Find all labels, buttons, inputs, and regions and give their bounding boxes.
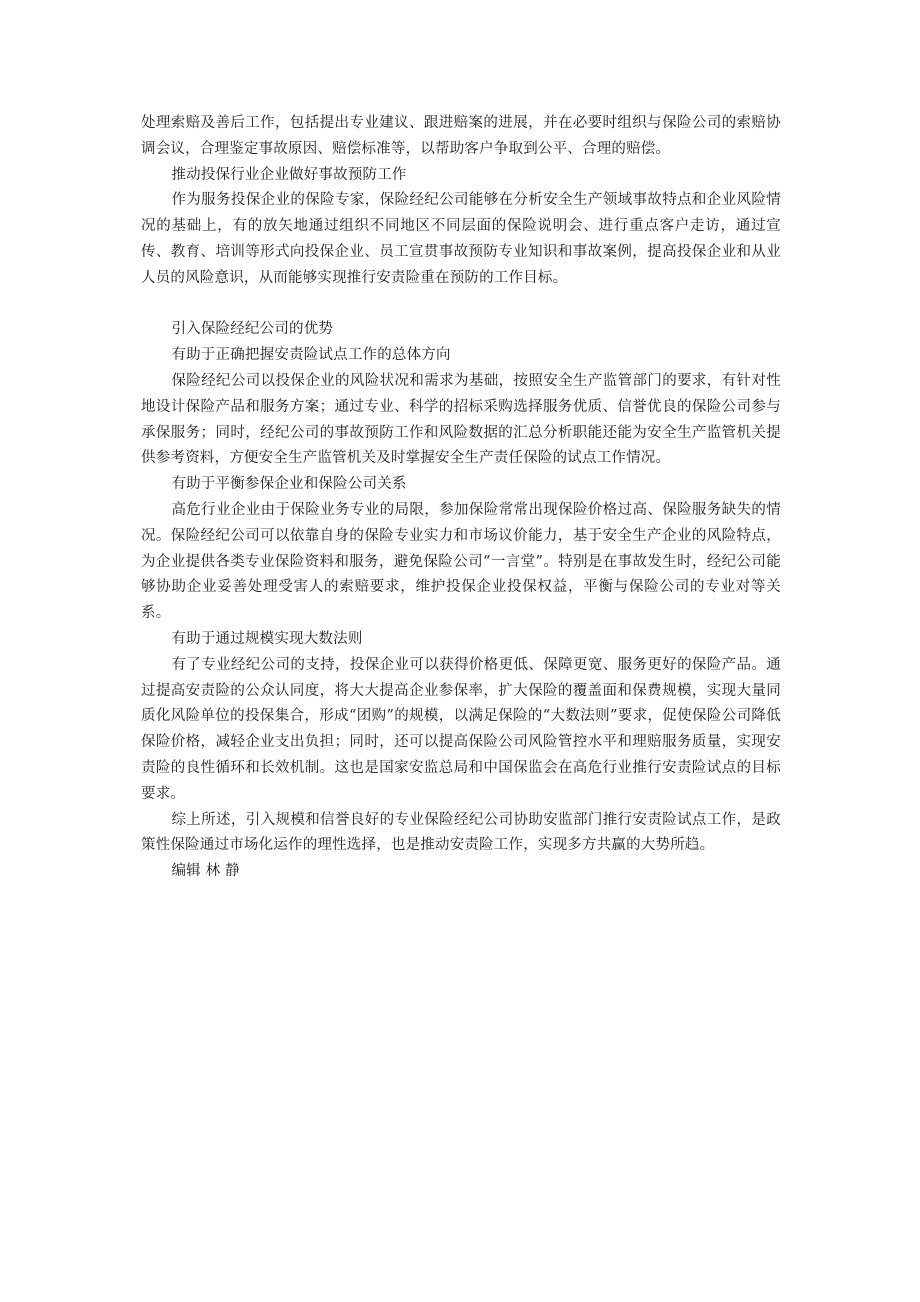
paragraph-accident-prevention: 作为服务投保企业的保险专家，保险经纪公司能够在分析安全生产领域事故特点和企业风险情况的基础上，有的放矢地通过组织不同地区不同层面的保险说明会、进行重点客户走访，通过宣传、教育、培训等形式向投保企业、员工宣贯事故预防专业知识和事故案例，提高投保企业和从业人员的风险意识，从而能够实现推行安责险重在预防的工作目标。 <box>141 192 781 286</box>
paragraph-overall-direction: 保险经纪公司以投保企业的风险状况和需求为基础，按照安全生产监管部门的要求，有针对性地设计保险产品和服务方案；通过专业、科学的招标采购选择服务优质、信誉优良的保险公司参与承保服务；同时，经纪公司的事故预防工作和风险数据的汇总分析职能还能为安全生产监管机关提供参考资料，方便安全生产监管机关及时掌握安全生产责任保险的试点工作情况。 <box>141 372 781 467</box>
paragraph-balance-relationship: 高危行业企业由于保险业务专业的局限，参加保险常常出现保险价格过高、保险服务缺失的情况。保险经纪公司可以依靠自身的保险专业实力和市场议价能力，基于安全生产企业的风险特点，为企业提供各类专业保险资料和服务，避免保险公司“一言堂”。特别是在事故发生时，经纪公司能够协助企业妥善处理受害人的索赔要求，维护投保企业投保权益，平衡与保险公司的专业对等关系。 <box>141 501 781 622</box>
article-body <box>141 111 781 885</box>
paragraph-law-of-large-numbers: 有了专业经纪公司的支持，投保企业可以获得价格更低、保障更宽、服务更好的保险产品。通过提高安责险的公众认同度，将大大提高企业参保率，扩大保险的覆盖面和保费规模，实现大量同质化风险单位的投保集合，形成“团购”的规模，以满足保险的“大数法则”要求，促使保险公司降低保险价格，减轻企业支出负担；同时，还可以提高保险公司风险管控水平和理赔服务质量，实现安责险的良性循环和长效机制。这也是国家安监总局和中国保监会在高危行业推行安责险试点的目标要求。 <box>141 656 781 802</box>
heading-balance-relationship: 有助于平衡参保企业和保险公司关系 <box>171 476 407 493</box>
editor-credit: 编辑 林 静 <box>171 863 240 880</box>
heading-overall-direction: 有助于正确把握安责险试点工作的总体方向 <box>171 347 451 364</box>
section-spacer <box>141 292 781 318</box>
paragraph-conclusion: 综上所述，引入规模和信誉良好的专业保险经纪公司协助安监部门推行安责险试点工作，是政策性保险通过市场化运作的理性选择，也是推动安责险工作，实现多方共赢的大势所趋。 <box>141 811 781 854</box>
heading-broker-advantages: 引入保险经纪公司的优势 <box>171 321 334 338</box>
paragraph-claims-handling: 处理索赔及善后工作，包括提出专业建议、跟进赔案的进展，并在必要时组织与保险公司的索赔协调会议，合理鉴定事故原因、赔偿标准等，以帮助客户争取到公平、合理的赔偿。 <box>141 115 781 157</box>
heading-law-of-large-numbers: 有助于通过规模实现大数法则 <box>171 630 363 647</box>
heading-accident-prevention: 推动投保行业企业做好事故预防工作 <box>171 166 407 183</box>
